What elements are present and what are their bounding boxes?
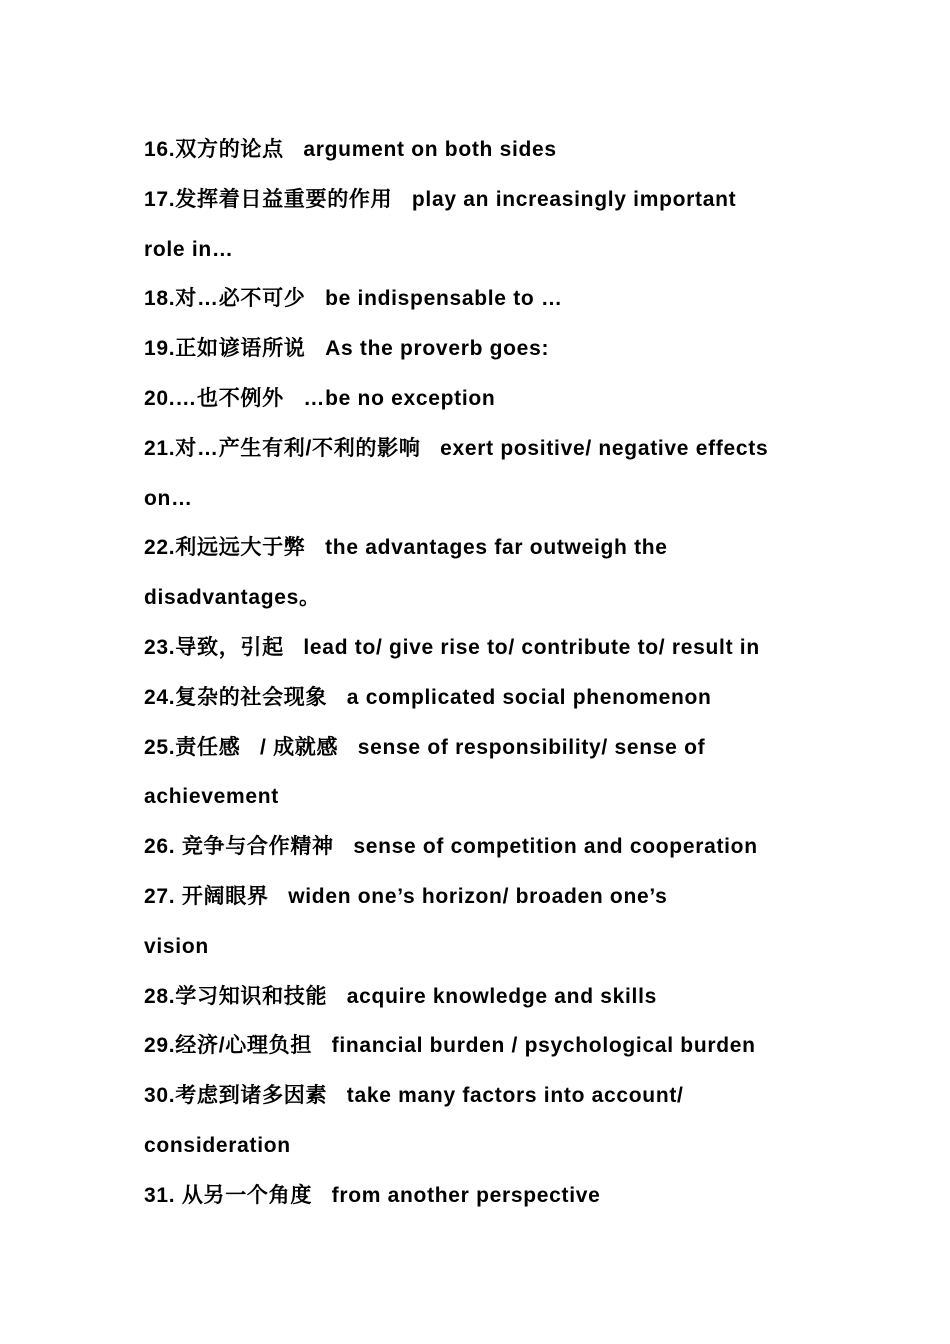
phrase-line-20: 20.…也不例外 …be no exception — [144, 386, 496, 410]
phrase-line-22: 22.利远远大于弊 the advantages far outweigh the — [144, 536, 668, 560]
phrase-line-19: 19.正如谚语所说 As the proverb goes: — [144, 337, 550, 361]
phrase-line-28: 28.学习知识和技能 acquire knowledge and skills — [144, 984, 657, 1008]
phrase-line-27: 27. 开阔眼界 widen one’s horizon/ broaden one’s — [144, 884, 668, 908]
phrase-line-21: 21.对…产生有利/不利的影响 exert positive/ negative effects — [144, 436, 769, 460]
phrase-line-17: 17.发挥着日益重要的作用 play an increasingly important — [144, 187, 737, 211]
document-page — [144, 125, 824, 1221]
phrase-line-24: 24.复杂的社会现象 a complicated social phenomenon — [144, 685, 712, 709]
phrase-line-25-cont: achievement — [144, 785, 279, 809]
phrase-line-16: 16.双方的论点 argument on both sides — [144, 138, 557, 161]
phrase-line-29: 29.经济/心理负担 financial burden / psychological burden — [144, 1034, 756, 1058]
phrase-line-18: 18.对…必不可少 be indispensable to … — [144, 287, 563, 311]
phrase-line-17-cont: role in… — [144, 237, 234, 261]
phrase-line-30: 30.考虑到诸多因素 take many factors into account/ — [144, 1084, 684, 1108]
phrase-line-26: 26. 竞争与合作精神 sense of competition and cooperation — [144, 835, 758, 859]
phrase-line-30-cont: consideration — [144, 1133, 291, 1157]
phrase-line-25: 25.责任感 / 成就感 sense of responsibility/ sense of — [144, 735, 706, 759]
phrase-line-22-cont: disadvantages。 — [144, 586, 321, 610]
phrase-line-23: 23.导致，引起 lead to/ give rise to/ contribute to/ result in — [144, 635, 760, 659]
phrase-line-21-cont: on… — [144, 486, 193, 510]
phrase-line-27-cont: vision — [144, 934, 209, 958]
phrase-line-31: 31. 从另一个角度 from another perspective — [144, 1183, 601, 1207]
